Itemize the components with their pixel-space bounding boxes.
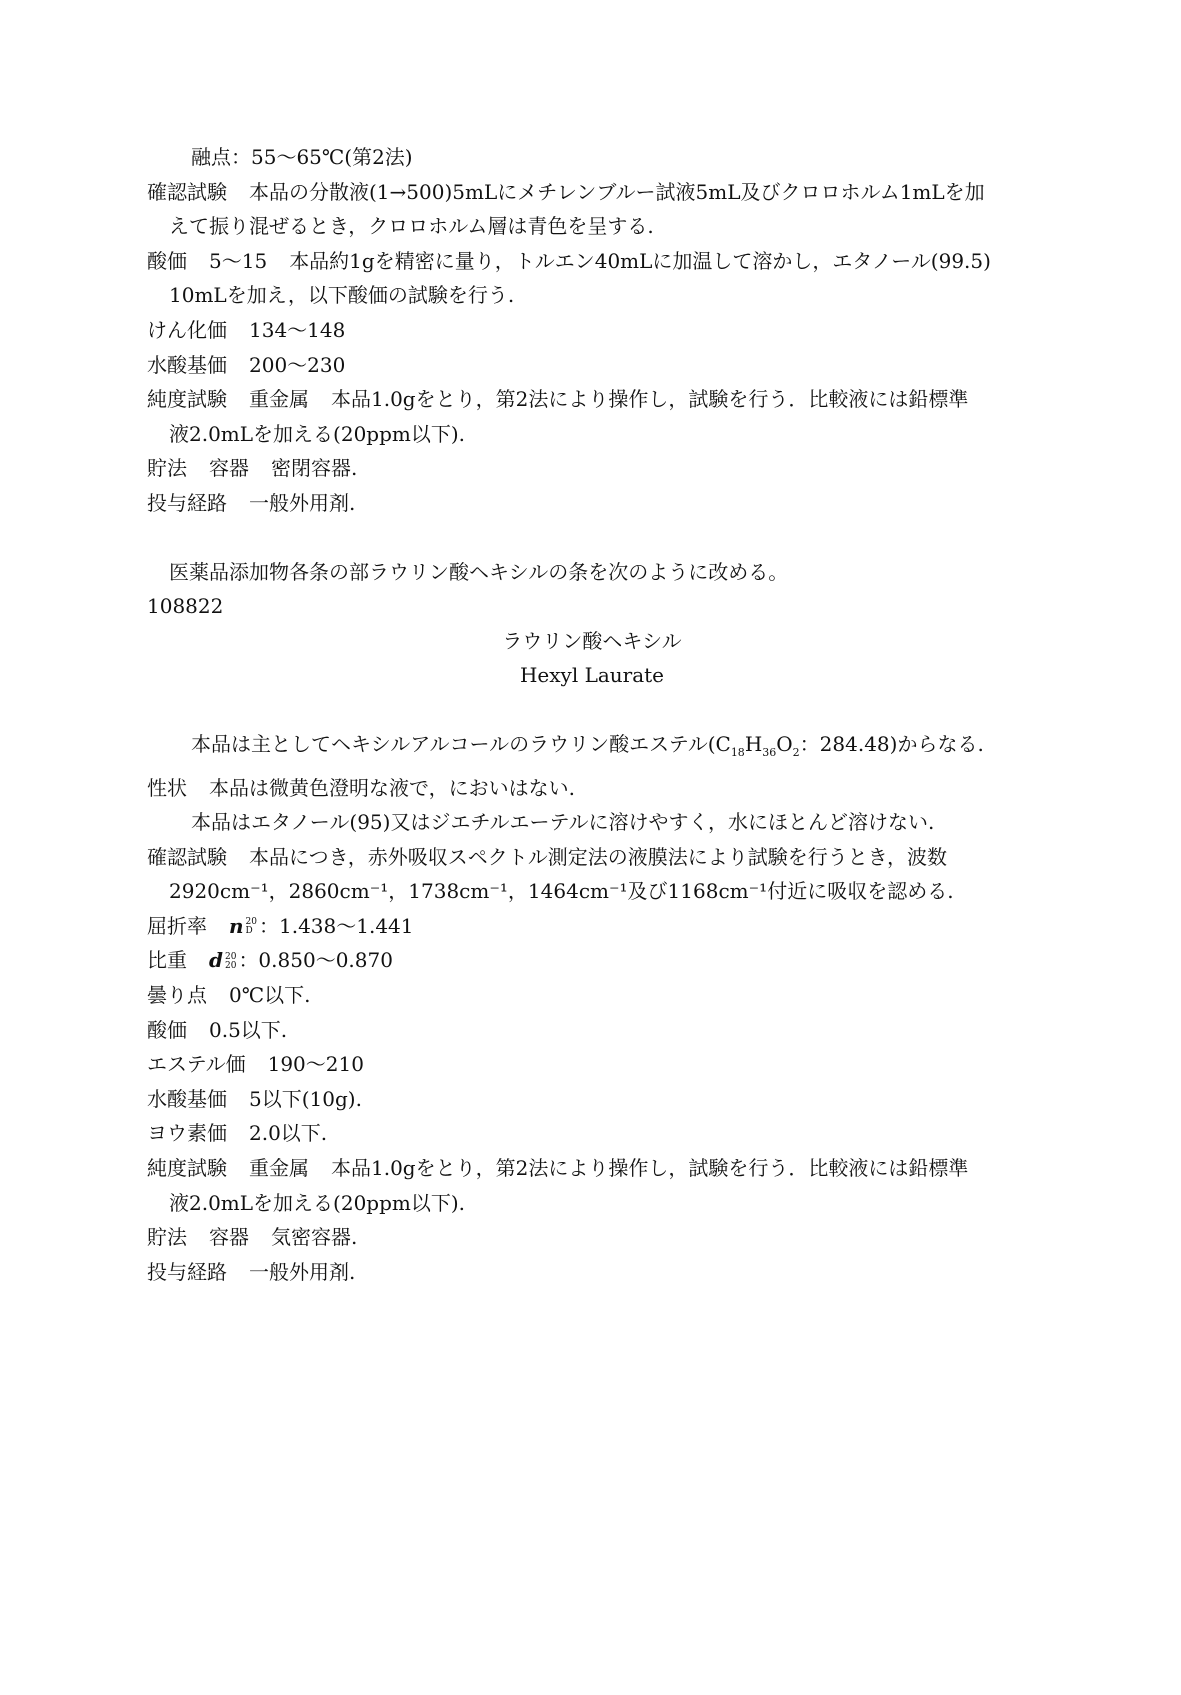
intro-before: 本品は主としてヘキシルアルコールのラウリン酸エステル(C (191, 731, 731, 756)
storage-2 (147, 1220, 1037, 1255)
hydroxyl-value (147, 348, 1037, 383)
storage-label: 貯法 (147, 456, 187, 481)
melting-point (147, 140, 1037, 175)
cloud-label: 曇り点 (147, 983, 207, 1008)
formula-c-sub: 18 (730, 745, 745, 759)
hydroxyl-label: 水酸基価 (147, 352, 227, 377)
ir-label: 確認試験 (147, 844, 227, 869)
acid-value (147, 244, 1037, 279)
ir-identification (147, 840, 1037, 875)
identification-line2: えて振り混ぜるとき，クロロホルム層は青色を呈する. (169, 214, 654, 239)
purity-test-2 (147, 1151, 1037, 1186)
formula-h-sub: 36 (762, 745, 777, 759)
hydroxyl-value-2 (147, 1082, 1037, 1117)
hydroxyl-range: 200～230 (249, 352, 346, 377)
intro (147, 727, 1037, 771)
storage (147, 451, 1037, 486)
acid-label: 酸価 (147, 248, 187, 273)
formula-o-sub: 2 (792, 745, 800, 759)
title-ja-text: ラウリン酸ヘキシル (502, 628, 682, 653)
description (147, 771, 1037, 806)
document-page (147, 140, 1037, 1289)
title-en-text: Hexyl Laurate (519, 663, 665, 688)
refractive-symbol: n (229, 913, 244, 938)
purity-item: 重金属 (249, 387, 309, 412)
route-value: 一般外用剤. (249, 490, 356, 515)
refractive-label: 屈折率 (147, 913, 207, 938)
cloud-point (147, 978, 1037, 1013)
acid-label-2: 酸価 (147, 1017, 187, 1042)
specific-gravity (147, 943, 1037, 978)
iodine-label: ヨウ素価 (147, 1121, 227, 1146)
acid-range: 5～15 (209, 248, 268, 273)
iodine-value-text: 2.0以下. (249, 1121, 328, 1146)
storage-item-2: 容器 (209, 1225, 249, 1250)
acid-value-text-2: 0.5以下. (209, 1017, 288, 1042)
purity-label-2: 純度試験 (147, 1156, 227, 1181)
monograph-code (147, 589, 1037, 624)
acid-value-cont (147, 278, 1037, 313)
gravity-sub: 20 (224, 960, 237, 971)
cloud-value: 0℃以下. (229, 983, 311, 1008)
amendment-note (147, 555, 1037, 590)
refractive-sup: 20 (245, 917, 257, 928)
saponification-range: 134～148 (249, 317, 346, 342)
saponification-label: けん化価 (147, 317, 227, 342)
ester-range: 190～210 (267, 1052, 364, 1077)
route-2 (147, 1255, 1037, 1290)
purity-line1-2: 本品1.0gをとり，第2法により操作し，試験を行う．比較液には鉛標準 (331, 1156, 969, 1181)
route-label-2: 投与経路 (147, 1259, 227, 1284)
gravity-sup: 20 (224, 951, 237, 962)
storage-value-2: 気密容器. (271, 1225, 358, 1250)
purity-line2-2: 液2.0mLを加える(20ppm以下). (169, 1190, 466, 1215)
ir-identification-cont (147, 874, 1037, 909)
ester-label: エステル価 (147, 1052, 246, 1077)
description-label: 性状 (147, 775, 187, 800)
purity-test-cont (147, 417, 1037, 452)
refractive-index (147, 909, 1037, 944)
ir-line2: 2920cm⁻¹，2860cm⁻¹，1738cm⁻¹，1464cm⁻¹及び1168cm⁻¹付近に吸収を認める. (169, 879, 954, 904)
monograph-title-ja (147, 624, 1037, 659)
acid-value-2 (147, 1013, 1037, 1048)
code-text: 108822 (147, 594, 224, 619)
amendment-text: 医薬品添加物各条の部ラウリン酸ヘキシルの条を次のように改める。 (169, 559, 789, 584)
intro-after: ：284.48)からなる. (799, 731, 984, 756)
purity-test (147, 382, 1037, 417)
refractive-value: ：1.438～1.441 (259, 913, 414, 938)
identification-label: 確認試験 (147, 179, 227, 204)
acid-line2: 10mLを加え，以下酸価の試験を行う. (169, 283, 515, 308)
refractive-supsub (246, 918, 257, 936)
purity-item-2: 重金属 (249, 1156, 309, 1181)
gravity-label: 比重 (147, 948, 187, 973)
ir-line1: 本品につき，赤外吸収スペクトル測定法の液膜法により試験を行うとき，波数 (249, 844, 947, 869)
formula-o: O (776, 731, 793, 756)
formula-h: H (744, 731, 763, 756)
purity-test-2-cont (147, 1186, 1037, 1221)
section-gap (147, 521, 1037, 555)
melting-point-text: 融点：55～65℃(第2法) (191, 145, 413, 169)
route-label: 投与経路 (147, 490, 227, 515)
ester-value (147, 1047, 1037, 1082)
identification-test-cont (147, 209, 1037, 244)
hydroxyl-label-2: 水酸基価 (147, 1086, 227, 1111)
storage-value: 密閉容器. (271, 456, 358, 481)
gravity-supsub (225, 953, 236, 971)
description-solubility (147, 805, 1037, 840)
title-gap (147, 693, 1037, 727)
storage-label-2: 貯法 (147, 1225, 187, 1250)
purity-line1: 本品1.0gをとり，第2法により操作し，試験を行う．比較液には鉛標準 (331, 387, 969, 412)
purity-line2: 液2.0mLを加える(20ppm以下). (169, 421, 466, 446)
description-line1: 本品は微黄色澄明な液で，においはない. (209, 775, 575, 800)
route (147, 486, 1037, 521)
gravity-symbol: d (209, 948, 223, 973)
gravity-value: ：0.850～0.870 (238, 948, 393, 973)
identification-test (147, 175, 1037, 210)
description-line2: 本品はエタノール(95)又はジエチルエーテルに溶けやすく，水にほとんど溶けない. (191, 810, 935, 835)
route-value-2: 一般外用剤. (249, 1259, 356, 1284)
purity-label: 純度試験 (147, 387, 227, 412)
identification-line1: 本品の分散液(1→500)5mLにメチレンブルー試液5mL及びクロロホルム1mLを加 (249, 179, 985, 204)
iodine-value (147, 1116, 1037, 1151)
refractive-sub: D (245, 926, 253, 937)
monograph-title-en (147, 658, 1037, 693)
storage-item: 容器 (209, 456, 249, 481)
acid-line1: 本品約1gを精密に量り，トルエン40mLに加温して溶かし，エタノール(99.5) (289, 248, 991, 273)
saponification-value (147, 313, 1037, 348)
hydroxyl-value-text-2: 5以下(10g). (249, 1086, 362, 1111)
